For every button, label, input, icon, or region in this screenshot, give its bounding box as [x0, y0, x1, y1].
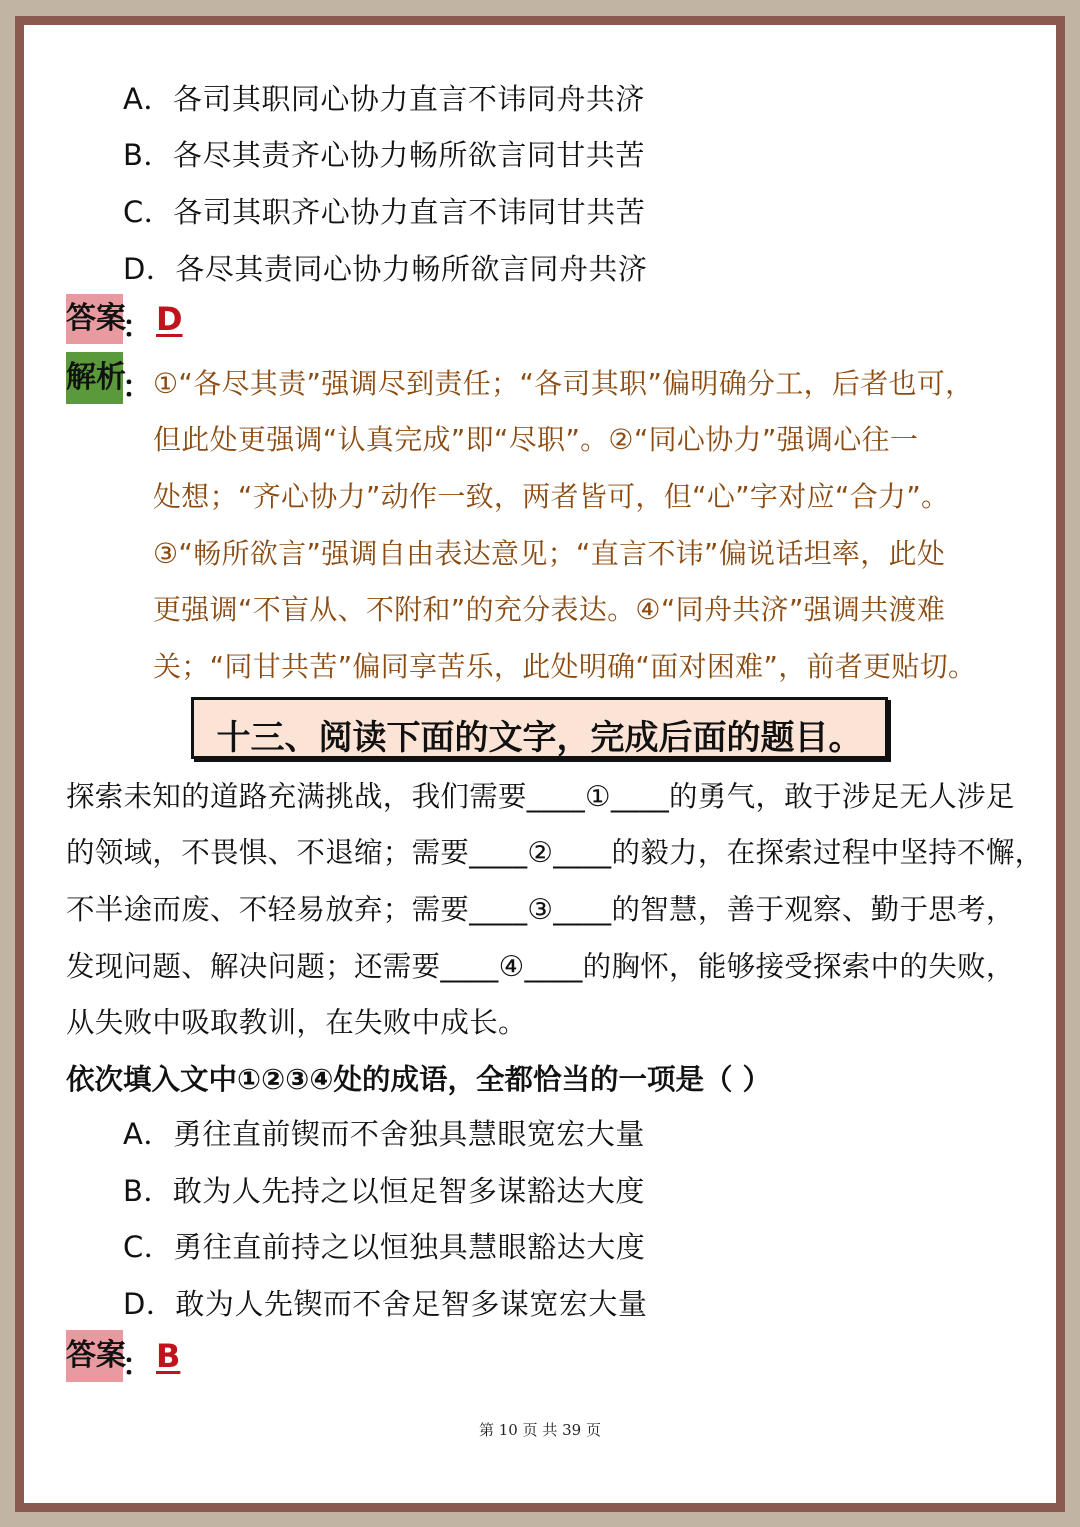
analysis-line: 但此处更强调“认真完成”即“尽职”。②“同心协力”强调心往一: [153, 423, 919, 456]
analysis-line: 处想；“齐心协力”动作一致，两者皆可，但“心”字对应“合力”。: [153, 480, 950, 513]
q12-option-c: C．各司其职齐心协力直言不讳同甘共苦: [123, 195, 646, 229]
q12-option-d: D．各尽其责同心协力畅所欲言同舟共济: [123, 252, 648, 286]
section-heading: 十三、阅读下面的文字，完成后面的题目。: [216, 718, 863, 758]
question-stem: 依次填入文中①②③④处的成语，全都恰当的一项是（ ）: [66, 1063, 771, 1096]
page-number-footer: 第 10 页 共 39 页: [478, 1421, 601, 1439]
passage-line: 不半途而废、不轻易放弃；需要____③____的智慧，善于观察、勤于思考，: [66, 893, 1015, 926]
q13-option-c: C．勇往直前持之以恒独具慧眼豁达大度: [123, 1230, 646, 1264]
section-heading-box: [191, 697, 888, 759]
q12-option-b: B．各尽其责齐心协力畅所欲言同甘共苦: [123, 138, 645, 172]
answer-label: 答案: [66, 1330, 123, 1382]
analysis-line: ③“畅所欲言”强调自由表达意见；“直言不讳”偏说话坦率，此处: [153, 537, 946, 570]
analysis-line: 关；“同甘共苦”偏同享苦乐，此处明确“面对困难”，前者更贴切。: [153, 650, 977, 683]
analysis-line: 更强调“不盲从、不附和”的充分表达。④“同舟共济”强调共渡难: [153, 593, 946, 626]
answer-colon: ：: [122, 310, 152, 345]
passage-line: 发现问题、解决问题；还需要____④____的胸怀，能够接受探索中的失败，: [66, 950, 1015, 983]
q13-option-a: A．勇往直前锲而不舍独具慧眼宽宏大量: [123, 1117, 645, 1151]
analysis-line: ①“各尽其责”强调尽到责任；“各司其职”偏明确分工，后者也可，: [153, 367, 974, 400]
answer-value: D: [156, 300, 183, 338]
analysis-colon: ：: [122, 370, 152, 405]
q13-option-d: D．敢为人先锲而不舍足智多谋宽宏大量: [123, 1287, 648, 1321]
analysis-label: 解析: [66, 352, 123, 404]
answer-colon: ：: [122, 1348, 152, 1383]
answer-label: 答案: [66, 294, 123, 344]
passage-line: 从失败中吸取教训，在失败中成长。: [66, 1006, 527, 1039]
q13-option-b: B．敢为人先持之以恒足智多谋豁达大度: [123, 1174, 645, 1208]
q12-option-a: A．各司其职同心协力直言不讳同舟共济: [123, 82, 645, 116]
passage-line: 探索未知的道路充满挑战，我们需要____①____的勇气，敢于涉足无人涉足: [66, 780, 1015, 813]
answer-value: B: [156, 1337, 181, 1375]
passage-line: 的领域，不畏惧、不退缩；需要____②____的毅力，在探索过程中坚持不懈，: [66, 836, 1044, 869]
